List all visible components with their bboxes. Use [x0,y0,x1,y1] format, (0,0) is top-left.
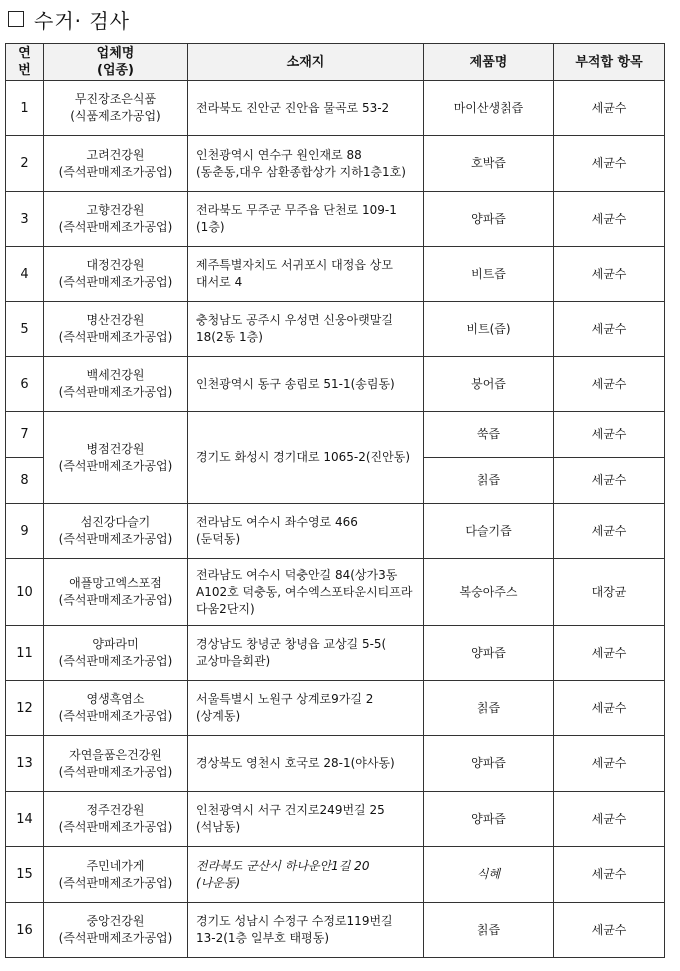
row-item: 세균수 [554,302,665,357]
header-product: 제품명 [424,44,554,81]
inspection-table [5,43,665,958]
row-address: 제주특별자치도 서귀포시 대정읍 상모 대서로 4 [188,247,424,302]
row-no: 6 [6,357,44,412]
row-product: 양파즙 [424,192,554,247]
row-company: 섬진강다슬기 (즉석판매제조가공업) [44,504,188,559]
row-address: 경상남도 창녕군 창녕읍 교상길 5-5( 교상마을회관) [188,626,424,681]
header-item: 부적합 항목 [554,44,665,81]
row-item: 세균수 [554,736,665,792]
row-company: 무진장조은식품 (식품제조가공업) [44,81,188,136]
row-address: 전라남도 여수시 좌수영로 466 (둔덕동) [188,504,424,559]
row-item: 세균수 [554,681,665,736]
row-product: 비트즙 [424,247,554,302]
row-address: 인천광역시 연수구 원인재로 88 (동춘동,대우 삼환종합상가 지하1층1호) [188,136,424,192]
row-product: 칡즙 [424,681,554,736]
row-item: 대장균 [554,559,665,626]
row-address: 경기도 화성시 경기대로 1065-2(진안동) [188,412,424,504]
table-row [6,412,665,458]
row-product: 복숭아주스 [424,559,554,626]
row-item: 세균수 [554,504,665,559]
row-product: 호박즙 [424,136,554,192]
row-company: 병점건강원 (즉석판매제조가공업) [44,412,188,504]
row-product: 비트(즙) [424,302,554,357]
row-item: 세균수 [554,458,665,504]
table-row [6,504,665,559]
row-no: 9 [6,504,44,559]
row-company: 주민네가게 (즉석판매제조가공업) [44,847,188,903]
row-no: 4 [6,247,44,302]
row-product: 칡즙 [424,458,554,504]
row-item: 세균수 [554,136,665,192]
row-no: 7 [6,412,44,458]
table-row [6,302,665,357]
table-row [6,81,665,136]
row-no: 1 [6,81,44,136]
row-address: 전라남도 여수시 덕충안길 84(상가3동 A102호 덕충동, 여수엑스포타운시티프라 다움2단지) [188,559,424,626]
row-address: 서울특별시 노원구 상계로9가길 2 (상계동) [188,681,424,736]
row-address: 인천광역시 서구 건지로249번길 25 (석남동) [188,792,424,847]
row-company: 중앙건강원 (즉석판매제조가공업) [44,903,188,958]
table-row [6,792,665,847]
row-address: 전라북도 군산시 하나운안1길 20 (나운동) [188,847,424,903]
row-item: 세균수 [554,81,665,136]
row-no: 3 [6,192,44,247]
row-address: 인천광역시 동구 송림로 51-1(송림동) [188,357,424,412]
row-no: 15 [6,847,44,903]
header-no: 연 번 [6,44,44,81]
table-header-row [6,44,665,81]
row-no: 14 [6,792,44,847]
section-title [8,4,130,34]
table-row [6,136,665,192]
row-address: 전라북도 진안군 진안읍 물곡로 53-2 [188,81,424,136]
row-product: 식혜 [424,847,554,903]
row-product: 쑥즙 [424,412,554,458]
table-row [6,903,665,958]
row-company: 고향건강원 (즉석판매제조가공업) [44,192,188,247]
row-company: 영생흑염소 (즉석판매제조가공업) [44,681,188,736]
row-no: 2 [6,136,44,192]
row-company: 자연을품은건강원 (즉석판매제조가공업) [44,736,188,792]
header-company: 업체명 (업종) [44,44,188,81]
table-row [6,626,665,681]
row-no: 5 [6,302,44,357]
row-address: 경상북도 영천시 호국로 28-1(야사동) [188,736,424,792]
row-product: 양파즙 [424,792,554,847]
row-item: 세균수 [554,412,665,458]
header-address: 소재지 [188,44,424,81]
row-company: 양파라미 (즉석판매제조가공업) [44,626,188,681]
table-row [6,736,665,792]
row-product: 양파즙 [424,626,554,681]
row-company: 대정건강원 (즉석판매제조가공업) [44,247,188,302]
row-company: 백세건강원 (즉석판매제조가공업) [44,357,188,412]
row-item: 세균수 [554,792,665,847]
row-no: 8 [6,458,44,504]
row-item: 세균수 [554,903,665,958]
row-company: 명산건강원 (즉석판매제조가공업) [44,302,188,357]
row-company: 정주건강원 (즉석판매제조가공업) [44,792,188,847]
row-product: 칡즙 [424,903,554,958]
table-row [6,681,665,736]
row-no: 16 [6,903,44,958]
section-title-text: 수거· 검사 [34,8,130,33]
row-address: 경기도 성남시 수정구 수정로119번길 13-2(1층 일부호 태평동) [188,903,424,958]
row-no: 10 [6,559,44,626]
row-no: 13 [6,736,44,792]
table-row [6,247,665,302]
row-company: 고려건강원 (즉석판매제조가공업) [44,136,188,192]
table-row [6,357,665,412]
row-no: 11 [6,626,44,681]
row-company: 애플망고엑스포점 (즉석판매제조가공업) [44,559,188,626]
table-row [6,559,665,626]
row-item: 세균수 [554,247,665,302]
row-no: 12 [6,681,44,736]
row-product: 양파즙 [424,736,554,792]
table-row [6,847,665,903]
checkbox-square-icon [8,11,24,27]
row-item: 세균수 [554,847,665,903]
row-product: 마이산생칡즙 [424,81,554,136]
row-address: 충청남도 공주시 우성면 신웅아랫말길 18(2동 1층) [188,302,424,357]
row-item: 세균수 [554,192,665,247]
row-item: 세균수 [554,357,665,412]
row-product: 붕어즙 [424,357,554,412]
row-address: 전라북도 무주군 무주읍 단천로 109-1 (1층) [188,192,424,247]
row-item: 세균수 [554,626,665,681]
row-product: 다슬기즙 [424,504,554,559]
table-row [6,192,665,247]
